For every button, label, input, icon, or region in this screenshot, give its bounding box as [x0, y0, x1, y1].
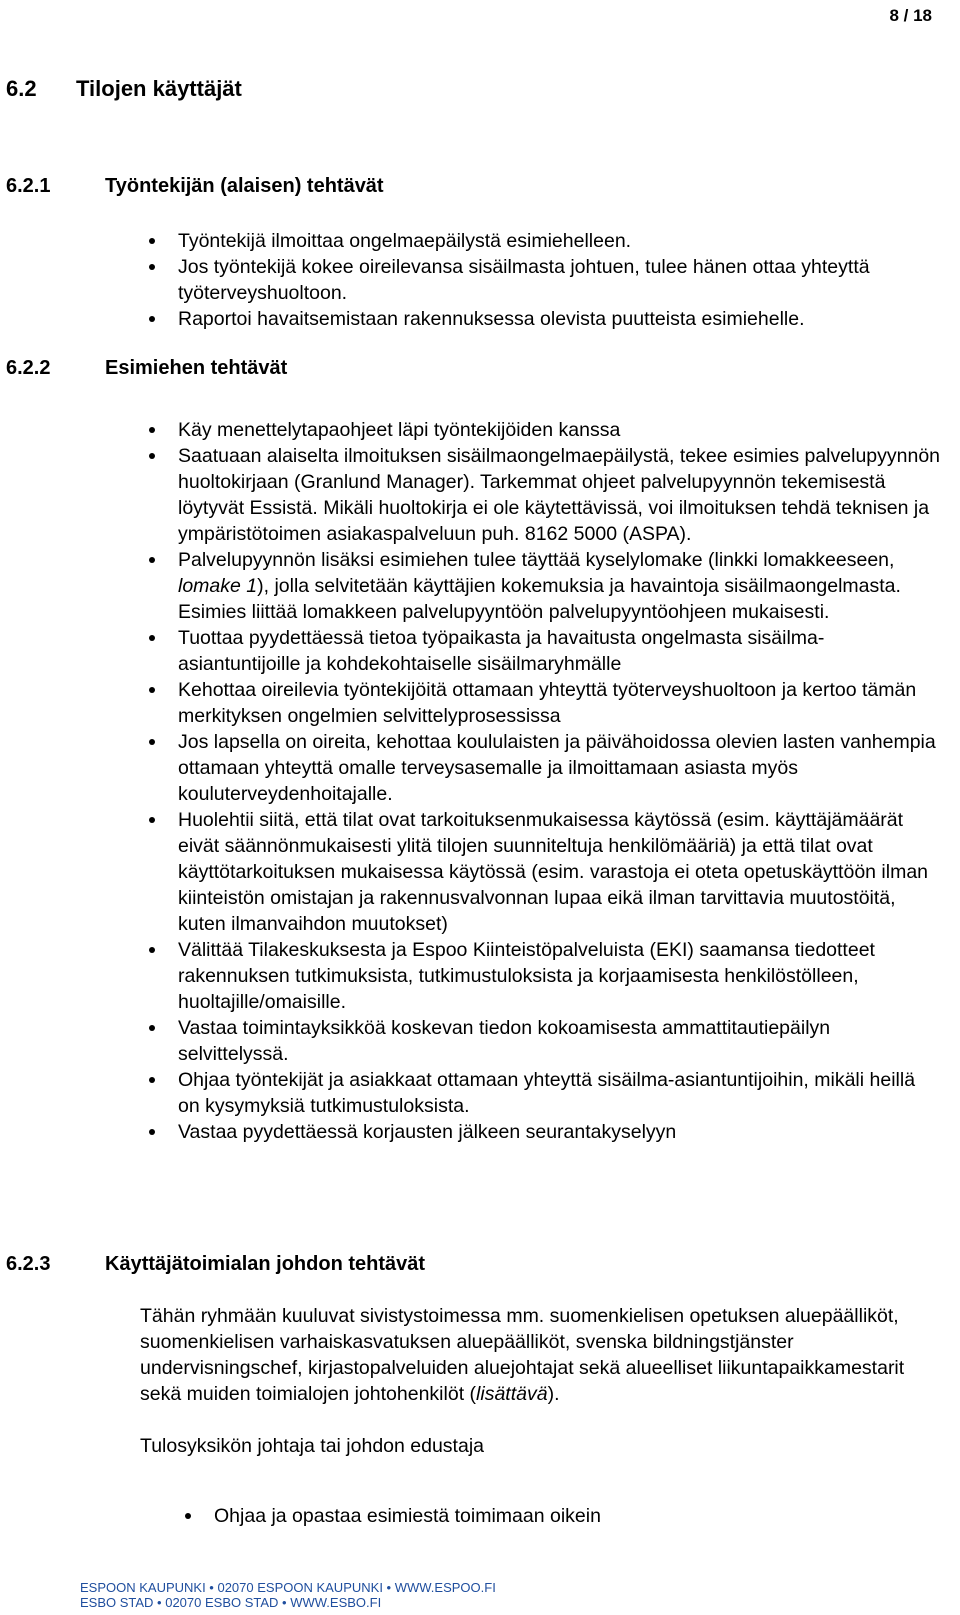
form-text-before: Palvelupyynnön lisäksi esimiehen tulee täyttää kyselylomake (linkki lomakkeeseen, [178, 549, 895, 571]
page-number: 8 / 18 [889, 6, 932, 25]
employee-tasks-list [178, 228, 940, 332]
list-item: Saatuaan alaiselta ilmoituksen sisäilmaongelmaepäilystä, tekee esimies palvelupyynnön huoltokirjaan (Granlund Manager). Tarkemmat ohjeet palvelupyynnön tekemisestä löytyvät Essistä. Mikäli huoltokirja ei ole käytettävissä, voi ilmoituksen tehdä teknisen ja ympäristötoimen asiakaspalveluun puh. 8162 5000 (ASPA). [178, 445, 941, 545]
list-item: Kehottaa oireilevia työntekijöitä ottamaan yhteyttä työterveyshuoltoon ja kertoo tämän merkityksen ongelmien selvittelyprosessissa [178, 677, 940, 729]
management-paragraph [140, 1303, 930, 1407]
list-item: Käy menettelytapaohjeet läpi työntekijöiden kanssa [178, 417, 940, 443]
form-link[interactable]: lomake 1 [178, 575, 258, 597]
subsection-number: 6.2.2 [6, 357, 51, 379]
list-item: Vastaa pyydettäessä korjausten jälkeen seurantakyselyyn [178, 1119, 940, 1145]
section-title: Tilojen käyttäjät [76, 76, 242, 101]
list-item: Välittää Tilakeskuksesta ja Espoo Kiinteistöpalveluista (EKI) saamansa tiedotteet rakennuksen tutkimuksista, tutkimustuloksista ja korjaamisesta henkilöstölleen, huoltajille/omaisille. [178, 937, 940, 1015]
section-heading [6, 76, 242, 102]
unit-head-tasks-list [214, 1503, 914, 1529]
footer-line-2: ESBO STAD • 02070 ESBO STAD • WWW.ESBO.FI [80, 1595, 382, 1610]
footer-line-1: ESPOON KAUPUNKI • 02070 ESPOON KAUPUNKI • WWW.ESPOO.FI [80, 1580, 496, 1595]
paragraph-text-end: ). [547, 1383, 560, 1405]
paragraph-text: Tähän ryhmään kuuluvat sivistystoimessa mm. suomenkielisen opetuksen aluepäälliköt, suomenkielisen varhaiskasvatuksen aluepäälliköt, svenska bildningstjänster undervisningschef, kirjastopalveluiden aluejohtajat sekä alueelliset liikuntapaikkamestarit sekä muiden toimialojen johtohenkilöt ( [140, 1305, 905, 1405]
subsection-number: 6.2.1 [6, 175, 51, 197]
list-item: Ohjaa työntekijät ja asiakkaat ottamaan yhteyttä sisäilma-asiantuntijoihin, mikäli heillä on kysymyksiä tutkimustuloksista. [178, 1067, 940, 1119]
list-item: Vastaa toimintayksikköä koskevan tiedon kokoamisesta ammattitautiepäilyn selvittelyssä. [178, 1015, 940, 1067]
subsection-heading-6-2-1 [6, 175, 384, 198]
footer [80, 1580, 496, 1610]
list-item [178, 547, 940, 625]
subsection-number: 6.2.3 [6, 1253, 51, 1275]
supervisor-tasks-list [178, 417, 940, 1145]
list-item: Työntekijä ilmoittaa ongelmaepäilystä esimiehelleen. [178, 228, 940, 254]
list-item: Raportoi havaitsemistaan rakennuksessa olevista puutteista esimiehelle. [178, 306, 940, 332]
list-item: Tuottaa pyydettäessä tietoa työpaikasta ja havaitusta ongelmasta sisäilma-asiantuntijoille ja kohdekohtaiselle sisäilmaryhmälle [178, 625, 940, 677]
list-item: Jos työntekijä kokee oireilevansa sisäilmasta johtuen, tulee hänen ottaa yhteyttä työterveyshuoltoon. [178, 254, 940, 306]
subsection-title: Käyttäjätoimialan johdon tehtävät [105, 1253, 426, 1275]
subsection-heading-6-2-2 [6, 357, 287, 380]
list-item: Ohjaa ja opastaa esimiestä toimimaan oikein [214, 1503, 914, 1529]
section-number: 6.2 [6, 76, 37, 101]
unit-head-subheading: Tulosyksikön johtaja tai johdon edustaja [140, 1435, 484, 1457]
subsection-heading-6-2-3 [6, 1253, 425, 1276]
subsection-title: Esimiehen tehtävät [105, 357, 288, 379]
form-text-after: ), jolla selvitetään käyttäjien kokemuksia ja havaintoja sisäilmaongelmasta. Esimies liittää lomakkeen palvelupyyntöön palvelupyyntöohjeen mukaisesti. [178, 575, 901, 623]
paragraph-italic: lisättävä [476, 1383, 548, 1405]
subsection-title: Työntekijän (alaisen) tehtävät [105, 175, 384, 197]
list-item: Jos lapsella on oireita, kehottaa koululaisten ja päivähoidossa olevien lasten vanhempia ottamaan yhteyttä omalle terveysasemalle ja ilmoittamaan asiasta myös kouluterveydenhoitajalle. [178, 729, 940, 807]
list-item: Huolehtii siitä, että tilat ovat tarkoituksenmukaisessa käytössä (esim. käyttäjämäärät eivät säännönmukaisesti ylitä tilojen suunniteltuja henkilömääriä) ja että tilat ovat käyttötarkoituksen mukaisessa käytössä (esim. varastoja ei oteta opetuskäyttöön ilman kiinteistön omistajan ja rakennusvalvonnan lupaa eikä ilman tarvittavia muutostöitä, kuten ilmanvaihdon muutokset) [178, 807, 940, 937]
